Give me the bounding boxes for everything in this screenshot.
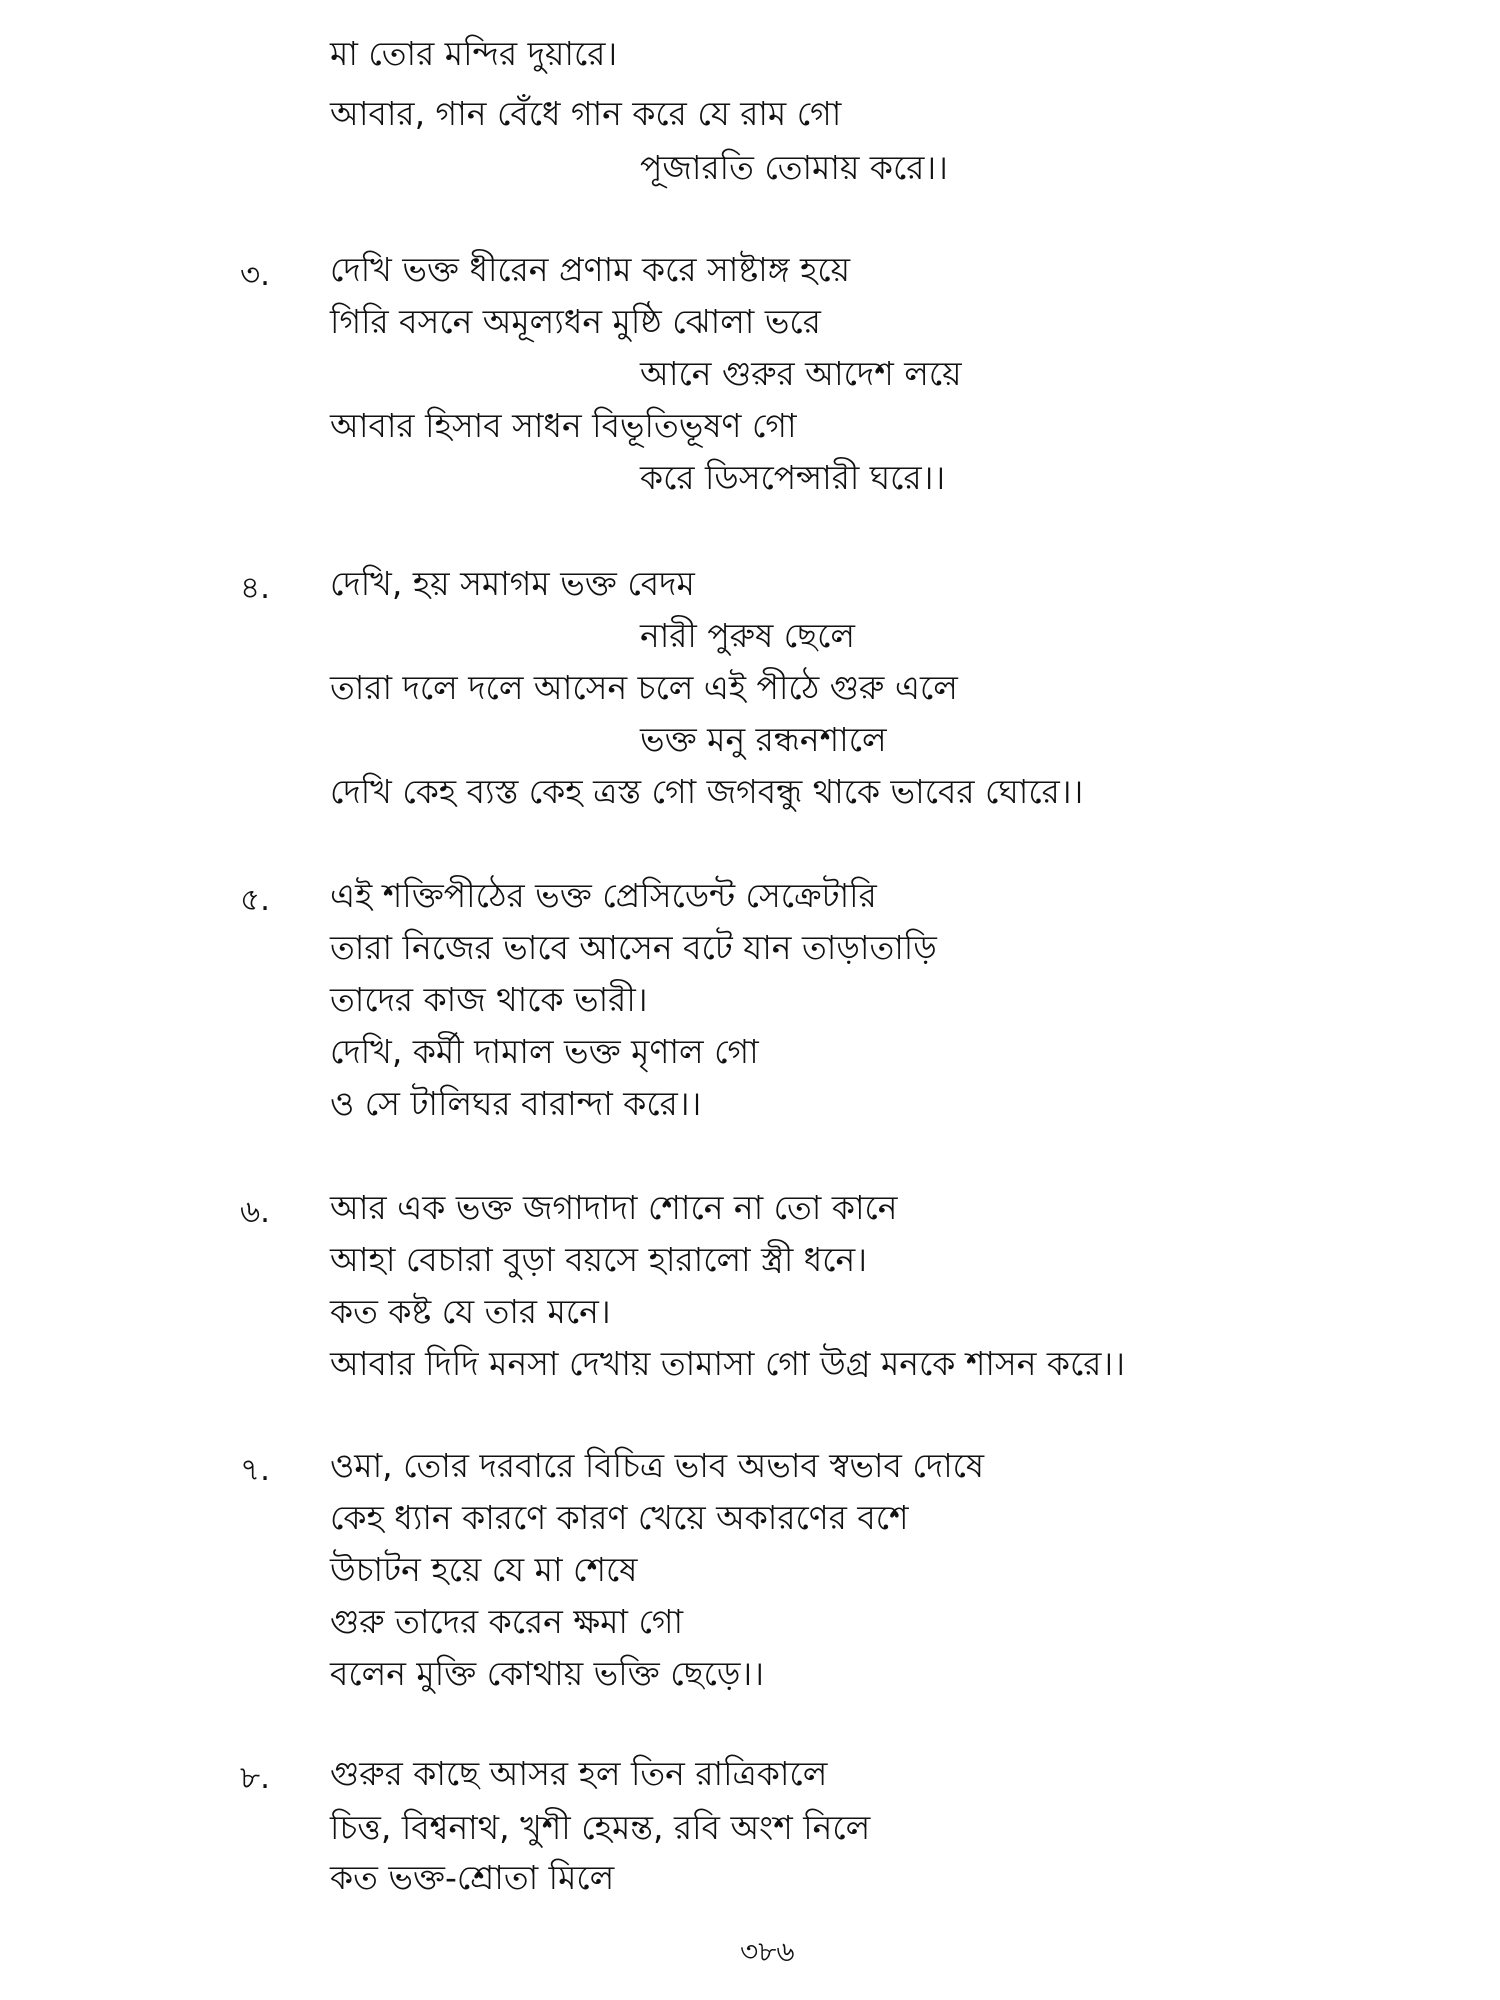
verse-line: উচাটন হয়ে যে মা শেষে — [330, 1550, 638, 1589]
verse-line: করে ডিসপেন্সারী ঘরে।। — [640, 458, 946, 497]
verse-line: আবার, গান বেঁধে গান করে যে রাম গো — [330, 94, 842, 133]
verse-number: ৫. — [240, 882, 270, 918]
verse-line: দেখি, কর্মী দামাল ভক্ত মৃণাল গো — [330, 1032, 759, 1071]
verse-line: আনে গুরুর আদেশ লয়ে — [640, 354, 962, 393]
verse-line: গিরি বসনে অমূল্যধন মুষ্ঠি ঝোলা ভরে — [330, 302, 821, 341]
verse-line: আর এক ভক্ত জগাদাদা শোনে না তো কানে — [330, 1188, 898, 1227]
verse-number: ৩. — [240, 257, 271, 293]
verse-line: বলেন মুক্তি কোথায় ভক্তি ছেড়ে।। — [330, 1654, 765, 1693]
verse-line: ওমা, তোর দরবারে বিচিত্র ভাব অভাব স্বভাব দোষে — [330, 1446, 985, 1485]
verse-line: গুরু তাদের করেন ক্ষমা গো — [330, 1602, 684, 1641]
verse-line: দেখি, হয় সমাগম ভক্ত বেদম — [330, 564, 695, 603]
verse-number: ৬. — [240, 1194, 271, 1230]
verse-line: তারা নিজের ভাবে আসেন বটে যান তাড়াতাড়ি — [330, 928, 937, 967]
verse-line: কত কষ্ট যে তার মনে। — [330, 1292, 611, 1331]
verse-line: আবার দিদি মনসা দেখায় তামাসা গো উগ্র মনকে শাসন করে।। — [330, 1344, 1126, 1383]
verse-line: মা তোর মন্দির দুয়ারে। — [330, 34, 618, 73]
verse-line: দেখি ভক্ত ধীরেন প্রণাম করে সাষ্টাঙ্গ হয়ে — [330, 250, 851, 289]
verse-line: চিত্ত, বিশ্বনাথ, খুশী হেমন্ত, রবি অংশ নিলে — [330, 1808, 871, 1847]
verse-line: পূজারতি তোমায় করে।। — [640, 148, 948, 187]
verse-line: দেখি কেহ ব্যস্ত কেহ ত্রস্ত গো জগবন্ধু থাকে ভাবের ঘোরে।। — [330, 772, 1084, 811]
verse-line: তারা দলে দলে আসেন চলে এই পীঠে গুরু এলে — [330, 668, 958, 707]
verse-line: এই শক্তিপীঠের ভক্ত প্রেসিডেন্ট সেক্রেটারি — [330, 876, 877, 915]
verse-number: ৭. — [240, 1452, 271, 1488]
verse-line: ও সে টালিঘর বারান্দা করে।। — [330, 1084, 702, 1123]
verse-line: আহা বেচারা বুড়া বয়সে হারালো স্ত্রী ধনে। — [330, 1240, 867, 1279]
verse-number: ৪. — [240, 570, 270, 606]
page-number: ৩৮৬ — [740, 1935, 795, 1968]
verse-line: তাদের কাজ থাকে ভারী। — [330, 980, 648, 1019]
verse-number: ৮. — [240, 1760, 270, 1796]
verse-line: কত ভক্ত-শ্রোতা মিলে — [330, 1858, 615, 1897]
verse-line: কেহ ধ্যান কারণে কারণ খেয়ে অকারণের বশে — [330, 1498, 909, 1537]
verse-line: আবার হিসাব সাধন বিভূতিভূষণ গো — [330, 406, 797, 445]
verse-line: ভক্ত মনু রন্ধনশালে — [640, 720, 887, 759]
verse-line: গুরুর কাছে আসর হল তিন রাত্রিকালে — [330, 1754, 828, 1793]
verse-line: নারী পুরুষ ছেলে — [640, 616, 855, 655]
